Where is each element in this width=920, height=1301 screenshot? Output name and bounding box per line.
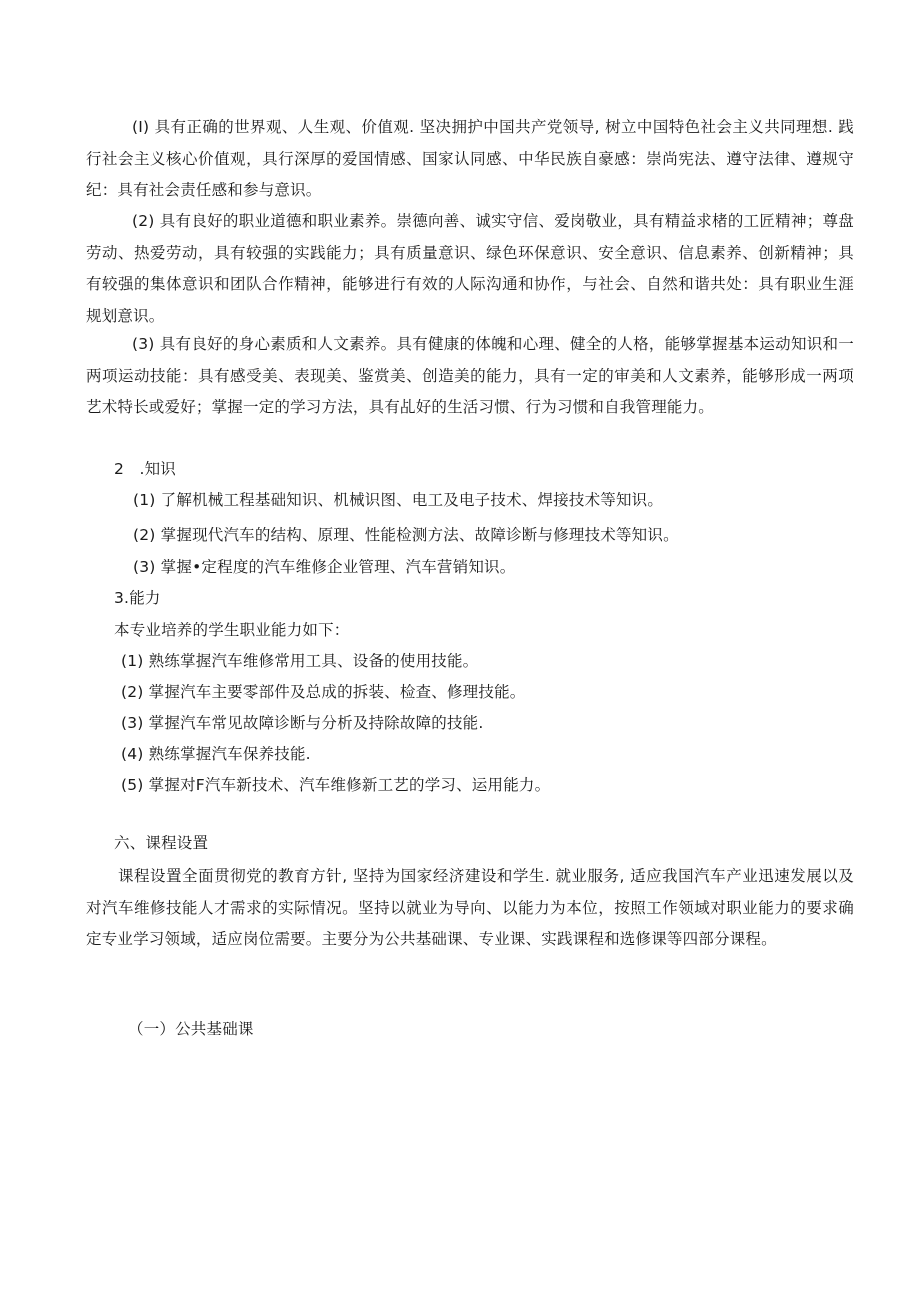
- knowledge-item-2: (2) 掌握现代汽车的结构、原理、性能检测方法、故障诊断与修理技术等知识。: [133, 526, 679, 544]
- ability-heading: 3.能力: [114, 589, 161, 607]
- ability-item-3: (3) 掌握汽车常见故障诊断与分析及持除故障的技能.: [121, 714, 484, 732]
- ability-intro: 本专业培养的学生职业能力如下：: [114, 621, 350, 639]
- ability-item-2: (2) 掌握汽车主要零部件及总成的拆装、检查、修理技能。: [121, 683, 526, 701]
- ability-item-4: (4) 熟练掌握汽车保养技能.: [121, 745, 311, 763]
- quality-paragraph-3: (3) 具有良好的身心素质和人文素养。具有健康的体魄和心理、健全的人格，能够掌握基本运动知识和一两项运动技能：具有感受美、表现美、鉴赏美、创造美的能力，具有一定的审美和人文素养，能够形成一两项艺术特长或爱好；掌握一定的学习方法，具有乩好的生活习惯、行为习惯和自我管理能力。: [86, 335, 854, 416]
- knowledge-item-1: (1) 了解机械工程基础知识、机械识图、电工及电子技术、焊接技术等知识。: [133, 491, 664, 509]
- curriculum-heading: 六、课程设置: [114, 834, 209, 852]
- knowledge-item-3: (3) 掌握•定程度的汽车维修企业管理、汽车营销知识。: [133, 558, 516, 576]
- ability-item-5: (5) 掌握对F汽车新技术、汽车维修新工艺的学习、运用能力。: [121, 776, 551, 794]
- quality-paragraph-2: (2) 具有良好的职业道德和职业素养。崇德向善、诚实守信、爱岗敬业，具有精益求楮的工匠精神；尊盘劳动、热爱劳动，具有较强的实践能力；具有质量意识、绿色环保意识、安全意识、信息素养、创新精神；具有较强的集体意识和团队合作精神，能够进行有效的人际沟通和协作，与社会、自然和谐共处：具有职业生涯规划意识。: [86, 212, 854, 325]
- ability-item-1: (1) 熟练掌握汽车维修常用工具、设备的使用技能。: [121, 652, 479, 670]
- curriculum-sub-heading: （一）公共基础课: [128, 1020, 254, 1038]
- curriculum-body: 课程设置全面贯彻党的教育方针, 坚持为国家经济建设和学生. 就业服务, 适应我国汽车产业迅速发展以及对汽车维修技能人才需求的实际情况。坚持以就业为导向、以能力为本位，按照工作领域对职业能力的要求确定专业学习领域，适应岗位需要。主要分为公共基础课、专业课、实践课程和选修课等四部分课程。: [86, 867, 854, 948]
- quality-paragraph-1: (I) 具有正确的世界观、人生观、价值观. 坚决拥护中国共产党领导, 树立中国特色社会主义共同理想. 践行社会主义核心价值观，具行深厚的爱国情感、国家认同感、中华民族自豪感：崇尚宪法、遵守法律、遵规守纪：具有社会责任感和参与意识。: [86, 118, 854, 199]
- knowledge-heading: 2 .知识: [114, 460, 176, 478]
